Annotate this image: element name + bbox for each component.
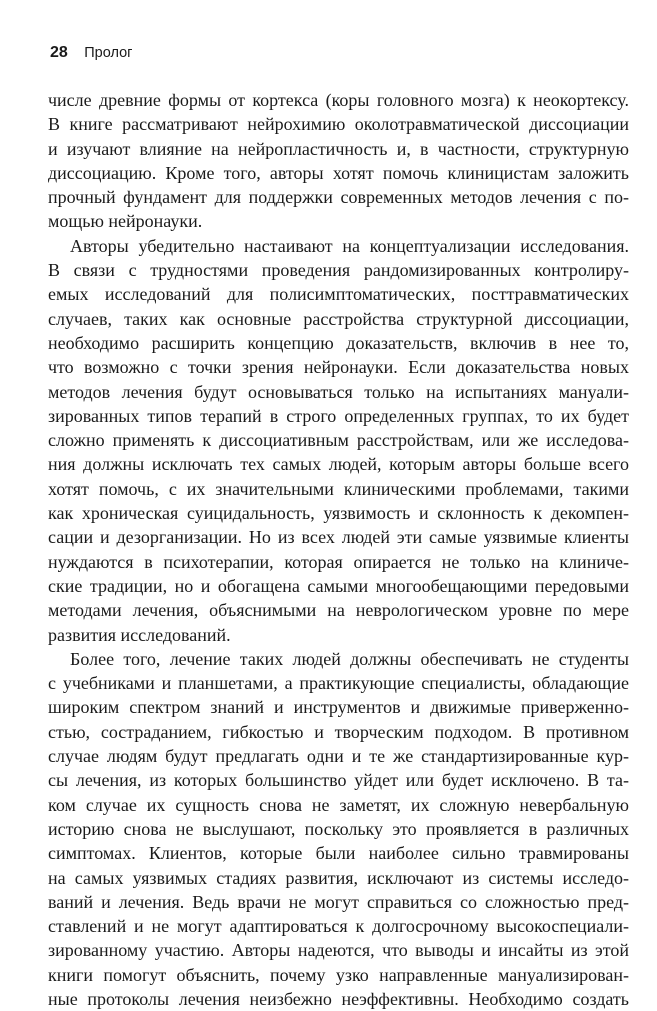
text-line: случаев, таких как основные расстройства структурной диссоциации, — [48, 308, 629, 329]
text-line: ния должны исключать тех самых людей, которым авторы больше всего — [48, 454, 629, 475]
paragraph — [48, 234, 629, 647]
page-number: 28 — [50, 44, 68, 61]
text-line: случае людям будут предлагать одни и те же стандартизированные кур- — [48, 746, 629, 767]
text-line: необходимо расширить концепцию доказательств, включив в нее то, — [48, 332, 629, 353]
text-line: широким спектром знаний и инструментов и движимые приверженно- — [48, 697, 629, 718]
text-line: Авторы убедительно настаивают на концептуализации исследования. — [70, 235, 629, 256]
text-line: диссоциацию. Кроме того, авторы хотят помочь клиницистам заложить — [48, 162, 629, 183]
text-line: прочный фундамент для поддержки современных методов лечения с по- — [48, 187, 629, 208]
text-line: ные протоколы лечения неизбежно неэффективны. Необходимо создать — [48, 988, 629, 1009]
text-line: В книге рассматривают нейрохимию околотравматической диссоциации — [48, 114, 629, 135]
text-line: ком случае их сущность снова не заметят, их сложную невербальную — [48, 794, 629, 815]
text-line: сложно применять к диссоциативным расстройствам, или же исследова- — [48, 430, 629, 451]
text-line: как хроническая суицидальность, уязвимость и склонность к декомпен- — [48, 503, 629, 524]
text-line: зированному участию. Авторы надеются, что выводы и инсайты из этой — [48, 940, 629, 961]
text-line: В связи с трудностями проведения рандомизированных контролиру- — [48, 260, 629, 281]
text-line: нуждаются в психотерапии, которая опирается не только на клиниче- — [48, 551, 629, 572]
text-line: что возможно с точки зрения нейронауки. Если доказательства новых — [48, 357, 629, 378]
text-line: ские традиции, но и обогащена самыми многообещающими передовыми — [48, 575, 629, 596]
paragraph — [48, 647, 629, 1011]
text-line: развития исследований. — [48, 624, 231, 645]
text-line: числе древние формы от кортекса (коры головного мозга) к неокортексу. — [48, 90, 629, 110]
text-line: методами лечения, объяснимыми на неврологическом уровне по мере — [48, 600, 629, 621]
text-line: стью, состраданием, гибкостью и творческим подходом. В противном — [48, 721, 629, 742]
running-header — [50, 44, 620, 62]
text-line: ставлений и не могут адаптироваться к долгосрочному высокоспециали- — [48, 916, 629, 937]
section-title: Пролог — [84, 45, 133, 61]
text-line: зированных типов терапий в строго определенных группах, то их будет — [48, 405, 629, 426]
text-line: хотят помочь, с их значительными клиническими проблемами, такими — [48, 478, 629, 499]
body-text — [48, 88, 629, 1011]
text-line: с учебниками и планшетами, а практикующие специалисты, обладающие — [48, 673, 629, 694]
text-line: мощью нейронауки. — [48, 211, 203, 232]
text-line: сации и дезорганизации. Но из всех людей эти самые уязвимые клиенты — [48, 527, 629, 548]
text-line: симптомах. Клиентов, которые были наиболее сильно травмированы — [48, 843, 629, 864]
text-line: на самых уязвимых стадиях развития, исключают из системы исследо- — [48, 867, 629, 888]
text-line: книги помогут объяснить, почему узко направленные мануализирован- — [48, 964, 629, 985]
text-line: методов лечения будут основываться только на испытаниях мануали- — [48, 381, 629, 402]
text-line: сы лечения, из которых большинство уйдет или будет исключено. В та- — [48, 770, 629, 791]
text-line: емых исследований для полисимптоматических, посттравматических — [48, 284, 629, 305]
text-line: ваний и лечения. Ведь врачи не могут справиться со сложностью пред- — [48, 891, 629, 912]
text-line: историю снова не выслушают, поскольку это проявляется в различных — [48, 818, 629, 839]
text-line: Более того, лечение таких людей должны обеспечивать не студенты — [70, 648, 629, 669]
paragraph — [48, 88, 629, 234]
text-line: и изучают влияние на нейропластичность и, в частности, структурную — [48, 138, 629, 159]
